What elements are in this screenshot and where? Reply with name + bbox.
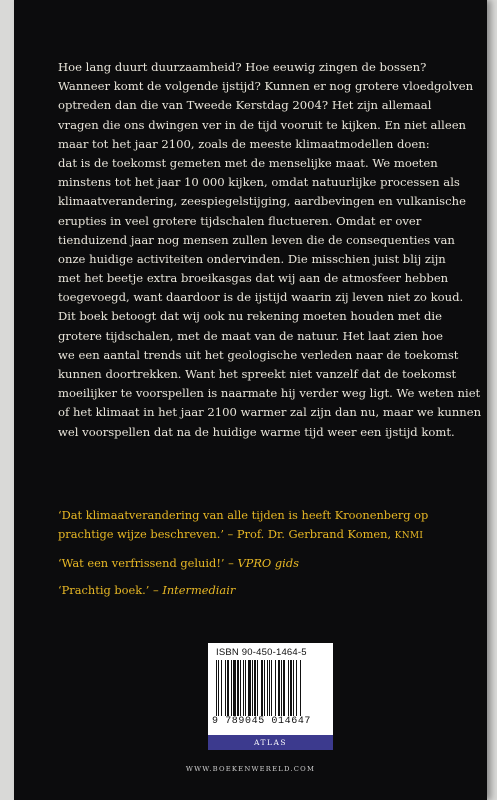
barcode-bar: [227, 660, 229, 716]
barcode-bar: [267, 660, 268, 716]
blurb-line: erupties in veel grotere tijdschalen fluctueren. Omdat er over: [58, 213, 422, 228]
quote-line: ‘Dat klimaatverandering van alle tijden is heeft Kroonenberg op: [58, 508, 429, 522]
review-quote-intermediair: [58, 581, 478, 600]
barcode-bar: [281, 660, 282, 716]
barcode-bar: [300, 660, 301, 716]
blurb-line: wel voorspellen dat na de huidige warme tijd weer een ijstijd komt.: [58, 424, 455, 439]
blurb-line: kunnen doortrekken. Want het spreekt niet vanzelf dat de toekomst: [58, 367, 457, 381]
blurb-line: moeilijker te voorspellen is naarmate hij verder weg ligt. We weten niet: [58, 386, 481, 401]
quote-text: ‘Wat een verfrissend geluid!’ –: [58, 556, 238, 570]
barcode-bar: [218, 660, 219, 716]
isbn-barcode: [208, 643, 333, 750]
barcode-bar: [233, 660, 236, 716]
barcode-bars: [214, 660, 327, 718]
publisher-logo: ATLAS: [208, 735, 333, 750]
quote-source: VPRO gids: [237, 556, 299, 570]
barcode-bar: [221, 660, 222, 716]
barcode-bar: [288, 660, 289, 716]
publisher-website: WWW.BOEKENWERELD.COM: [185, 765, 316, 773]
blurb-line: Wanneer komt de volgende ijstijd? Kunnen er nog grotere vloedgolven: [58, 79, 474, 94]
barcode-bar: [237, 660, 239, 716]
review-quote-komen: [58, 506, 478, 546]
barcode-bar: [283, 660, 285, 716]
blurb-line: Hoe lang duurt duurzaamheid? Hoe eeuwig zingen de bossen?: [58, 60, 427, 74]
blurb-line: grotere tijdschalen, met de maat van de natuur. Het laat zien hoe: [58, 328, 444, 343]
barcode-bar: [264, 660, 265, 716]
barcode-bar: [257, 660, 258, 716]
barcode-bar: [225, 660, 226, 716]
quote-source: Intermediair: [162, 583, 236, 597]
barcode-bar: [254, 660, 256, 716]
quote-text: prachtige wijze beschreven.’ – Prof. Dr. Gerbrand Komen,: [58, 527, 395, 541]
quote-source: KNMI: [394, 531, 424, 541]
blurb-line: minstens tot het jaar 10 000 kijken, omdat natuurlijke processen als: [58, 175, 460, 190]
barcode-bar: [269, 660, 270, 716]
barcode-bar: [243, 660, 244, 716]
barcode-bar: [216, 660, 217, 716]
quote-text: ‘Prachtig boek.’ –: [58, 583, 163, 597]
barcode-bar: [293, 660, 294, 716]
quote-line: [58, 525, 478, 546]
blurb-line: of het klimaat in het jaar 2100 warmer zal zijn dan nu, maar we kunnen: [58, 405, 482, 420]
blurb-line: klimaatverandering, zeespiegelstijging, aardbevingen en vulkanische: [58, 194, 466, 209]
blurb-line: onze huidige activiteiten ondervinden. Die misschien juist blij zijn: [58, 251, 446, 266]
isbn-label: ISBN 90-450-1464-5: [216, 647, 307, 658]
barcode-bar: [275, 660, 276, 716]
blurb-line: met het beetje extra broeikasgas dat wij aan de atmosfeer hebben: [58, 271, 449, 286]
barcode-bar: [278, 660, 280, 716]
blurb-line: toegevoegd, want daardoor is de ijstijd waarin zij leven niet zo koud.: [58, 290, 464, 305]
barcode-bar: [261, 660, 263, 716]
blurb-line: maar tot het jaar 2100, zoals de meeste klimaatmodellen doen:: [58, 136, 430, 151]
blurb-line: dat is de toekomst gemeten met de menselijke maat. We moeten: [58, 155, 438, 170]
barcode-bar: [248, 660, 251, 716]
review-quote-vpro: [58, 554, 478, 573]
blurb-line: we een aantal trends uit het geologische verleden naar de toekomst: [58, 347, 459, 362]
blurb-text: [58, 58, 482, 442]
barcode-bar: [245, 660, 246, 716]
blurb-line: vragen die ons dwingen ver in de tijd vooruit te kijken. En niet alleen: [58, 117, 467, 132]
barcode-bar: [296, 660, 297, 716]
blurb-line: tienduizend jaar nog mensen zullen leven die de consequenties van: [58, 232, 455, 247]
barcode-bar: [271, 660, 272, 716]
ean-digits: 9 789045 014647: [212, 716, 312, 727]
blurb-line: optreden dan die van Tweede Kerstdag 2004? Het zijn allemaal: [58, 98, 432, 113]
review-quotes: [58, 506, 478, 608]
book-back-cover: [14, 0, 487, 800]
barcode-bar: [231, 660, 232, 716]
barcode-bar: [252, 660, 253, 716]
blurb-line: Dit boek betoogt dat wij ook nu rekening moeten houden met die: [58, 309, 442, 324]
barcode-bar: [290, 660, 292, 716]
barcode-bar: [240, 660, 241, 716]
